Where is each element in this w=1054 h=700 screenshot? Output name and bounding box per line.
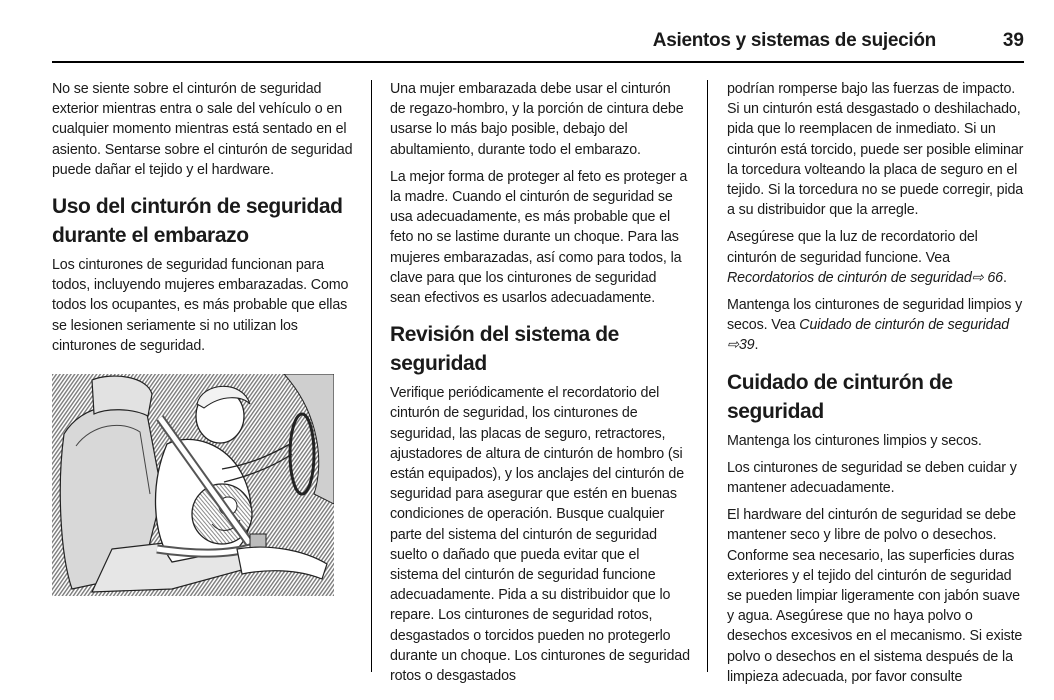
column-2 — [390, 79, 690, 693]
cross-reference-link[interactable]: Cuidado de cinturón de seguridad — [799, 317, 1010, 334]
column-3 — [727, 79, 1027, 694]
paragraph-text: Mantenga los cinturones de seguridad limpios y secos. Vea — [727, 297, 1023, 334]
paragraph: Los cinturones de seguridad se deben cuidar y mantener adecuadamente. — [727, 459, 1017, 497]
section-heading-belt-care: Cuidado de cinturón de seguridad — [727, 370, 953, 423]
column-divider — [371, 80, 372, 672]
column-1 — [52, 79, 354, 596]
paragraph: podrían romperse bajo las fuerzas de impacto. Si un cinturón está desgastado o deshilachado, pida que lo reemplacen de inmediato. Si un cinturón está torcido, puede ser posible eliminar la torcedura volteando la placa de seguro en el tejido. Si la torcedura no se puede corregir, pida a su distribuidor que la arregle. — [727, 81, 1024, 219]
paragraph: Verifique periódicamente el recordatorio del cinturón de seguridad, los cinturones de seguridad, las placas de seguro, retractores, ajustadores de altura de cinturón de hombro (si están equipados), y los anclajes del cinturón de seguridad para asegurar que estén en buenas condiciones de operación. Busque cualquier parte del sistema del cinturón de seguridad suelto o dañado que pueda evitar que el sistema del cinturón de seguridad funcione adecuadamente. Pida a su distribuidor que lo repare. Los cinturones de seguridad rotos, desgastados o torcidos pueden no protegerlo durante un choque. Los cinturones de seguridad rotos o desgastados — [390, 385, 690, 685]
paragraph: El hardware del cinturón de seguridad se debe mantener seco y libre de polvo o desechos. Conforme sea necesario, las superficies duras exteriores y el tejido del cinturón de seguridad se pueden limpiar ligeramente con jabón suave y agua. Asegúrese que no haya polvo o desechos excesivos en el mecanismo. Si existe polvo o desechos en el sistema después de la limpieza adecuada, por favor consulte — [727, 507, 1023, 685]
section-heading-pregnancy: Uso del cinturón de seguridad durante el embarazo — [52, 195, 343, 248]
paragraph: Mantenga los cinturones de seguridad limpios y secos. Vea Cuidado de cinturón de seguridad ⇨39. — [727, 297, 1023, 354]
section-title: Asientos y sistemas de sujeción — [652, 30, 936, 51]
pregnant-seatbelt-illustration — [52, 374, 334, 596]
illustration-svg — [52, 374, 334, 596]
arrow-right-icon: ⇨ — [727, 337, 739, 354]
paragraph: Mantenga los cinturones limpios y secos. — [727, 432, 982, 449]
paragraph: Los cinturones de seguridad funcionan para todos, incluyendo mujeres embarazadas. Como todos los ocupantes, es más probable que ellas se lesionen seriamente si no utilizan los cinturones de seguridad. — [52, 257, 349, 354]
paragraph: Una mujer embarazada debe usar el cinturón de regazo-hombro, y la porción de cintura debe usarse lo más bajo posible, debajo del abultamiento, durante todo el embarazo. — [390, 81, 684, 158]
paragraph: Asegúrese que la luz de recordatorio del cinturón de seguridad funcione. Vea Recordatorios de cinturón de seguridad⇨ 66. — [727, 229, 1007, 286]
header-rule — [52, 61, 1024, 63]
column-divider — [707, 80, 708, 672]
paragraph-text: Asegúrese que la luz de recordatorio del cinturón de seguridad funcione. Vea — [727, 229, 978, 266]
paragraph: La mejor forma de proteger al feto es proteger a la madre. Cuando el cinturón de seguridad se usa adecuadamente, es más probable que el feto no se lastime durante un choque. Para las mujeres embarazadas, así como para todos, la clave para que los cinturones de seguridad sean efectivos es usarlos adecuadamente. — [390, 168, 688, 307]
page-number: 39 — [1002, 30, 1024, 51]
arrow-right-icon: ⇨ — [971, 269, 984, 286]
cross-reference-page[interactable]: 39 — [738, 337, 755, 354]
cross-reference-link[interactable]: Recordatorios de cinturón de seguridad — [727, 269, 972, 286]
paragraph: No se siente sobre el cinturón de seguridad exterior mientras entra o sale del vehículo o en cualquier momento mientras está sentado en el asiento. Sentarse sobre el cinturón de seguridad puede dañar el tejido y el hardware. — [52, 81, 353, 178]
cross-reference-page[interactable]: 66 — [987, 269, 1003, 286]
page-header — [52, 30, 1024, 62]
section-heading-system-check: Revisión del sistema de seguridad — [390, 323, 619, 376]
